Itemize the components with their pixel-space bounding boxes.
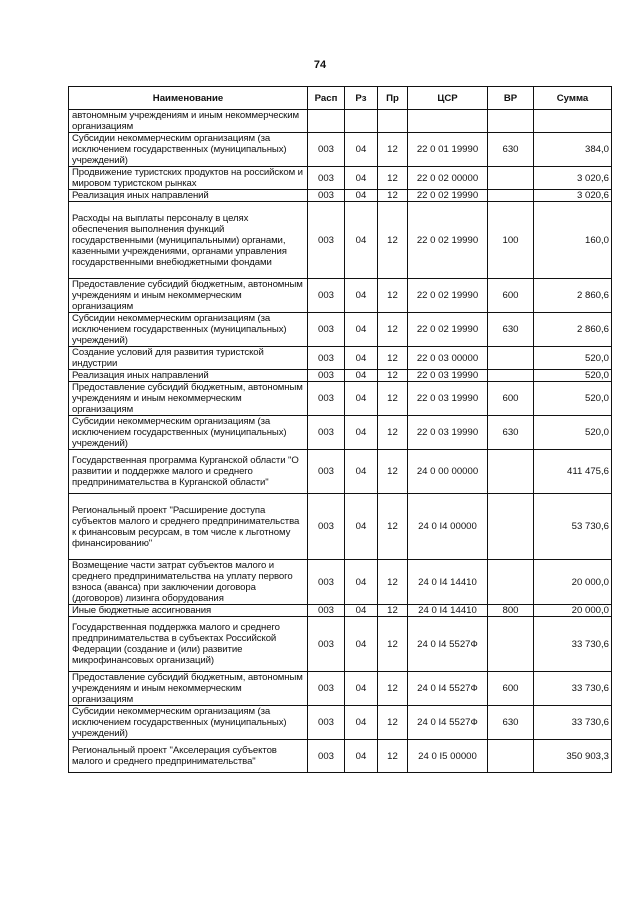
cell-name: Государственная программа Курганской области "О развитии и поддержке малого и среднего предпринимательства в Курганской области" — [69, 450, 308, 494]
cell-csr: 22 0 02 19990 — [408, 313, 488, 347]
cell-pr: 12 — [378, 347, 408, 370]
cell-name: Возмещение части затрат субъектов малого и среднего предпринимательства на уплату первого взноса (аванса) при заключении договора (договоров) лизинга оборудования — [69, 560, 308, 605]
cell-rasp: 003 — [308, 279, 345, 313]
cell-name: Продвижение туристских продуктов на российском и мировом туристском рынках — [69, 167, 308, 190]
cell-rz: 04 — [345, 370, 378, 382]
cell-rasp: 003 — [308, 560, 345, 605]
cell-vr — [488, 190, 534, 202]
cell-rasp: 003 — [308, 313, 345, 347]
cell-csr: 22 0 02 19990 — [408, 190, 488, 202]
table-row — [69, 347, 612, 370]
cell-sum: 3 020,6 — [534, 190, 612, 202]
table-row — [69, 706, 612, 740]
table-row — [69, 382, 612, 416]
cell-pr: 12 — [378, 494, 408, 560]
cell-pr: 12 — [378, 672, 408, 706]
cell-pr: 12 — [378, 133, 408, 167]
cell-pr: 12 — [378, 740, 408, 773]
cell-csr: 22 0 02 19990 — [408, 279, 488, 313]
cell-csr: 22 0 03 19990 — [408, 416, 488, 450]
cell-sum: 520,0 — [534, 416, 612, 450]
cell-pr: 12 — [378, 382, 408, 416]
table-body — [69, 110, 612, 773]
table-row — [69, 133, 612, 167]
cell-rz: 04 — [345, 133, 378, 167]
table-row — [69, 560, 612, 605]
cell-name: Региональный проект "Акселерация субъектов малого и среднего предпринимательства" — [69, 740, 308, 773]
table-row — [69, 416, 612, 450]
cell-vr: 600 — [488, 672, 534, 706]
cell-sum: 33 730,6 — [534, 672, 612, 706]
cell-rz: 04 — [345, 450, 378, 494]
cell-csr — [408, 110, 488, 133]
cell-name: Предоставление субсидий бюджетным, автономным учреждениям и иным некоммерческим организациям — [69, 672, 308, 706]
cell-vr — [488, 347, 534, 370]
cell-sum: 411 475,6 — [534, 450, 612, 494]
page-number: 74 — [313, 59, 327, 71]
cell-vr — [488, 450, 534, 494]
cell-name: Предоставление субсидий бюджетным, автономным учреждениям и иным некоммерческим организациям — [69, 279, 308, 313]
cell-rasp: 003 — [308, 167, 345, 190]
cell-csr: 24 0 I4 00000 — [408, 494, 488, 560]
table-row — [69, 370, 612, 382]
cell-sum: 53 730,6 — [534, 494, 612, 560]
table-row — [69, 279, 612, 313]
cell-rz: 04 — [345, 560, 378, 605]
table-row — [69, 740, 612, 773]
cell-rasp: 003 — [308, 202, 345, 279]
cell-csr: 22 0 03 00000 — [408, 347, 488, 370]
header-pr: Пр — [378, 87, 408, 110]
cell-csr: 24 0 I5 00000 — [408, 740, 488, 773]
cell-rasp: 003 — [308, 347, 345, 370]
cell-vr: 630 — [488, 133, 534, 167]
cell-csr: 24 0 00 00000 — [408, 450, 488, 494]
cell-vr: 630 — [488, 706, 534, 740]
cell-pr: 12 — [378, 416, 408, 450]
cell-csr: 22 0 03 19990 — [408, 370, 488, 382]
cell-csr: 24 0 I4 14410 — [408, 605, 488, 617]
cell-rz: 04 — [345, 605, 378, 617]
cell-sum: 350 903,3 — [534, 740, 612, 773]
table-row — [69, 605, 612, 617]
cell-rz — [345, 110, 378, 133]
cell-rz: 04 — [345, 202, 378, 279]
cell-vr — [488, 494, 534, 560]
cell-csr: 22 0 02 00000 — [408, 167, 488, 190]
table-row — [69, 494, 612, 560]
cell-name: Создание условий для развития туристской индустрии — [69, 347, 308, 370]
cell-name: Иные бюджетные ассигнования — [69, 605, 308, 617]
cell-sum: 520,0 — [534, 347, 612, 370]
cell-vr — [488, 740, 534, 773]
cell-name: Субсидии некоммерческим организациям (за исключением государственных (муниципальных) учреждений) — [69, 133, 308, 167]
cell-rasp: 003 — [308, 133, 345, 167]
cell-csr: 24 0 I4 5527Ф — [408, 672, 488, 706]
cell-vr: 100 — [488, 202, 534, 279]
cell-rz: 04 — [345, 740, 378, 773]
cell-rz: 04 — [345, 313, 378, 347]
cell-rasp: 003 — [308, 370, 345, 382]
cell-vr — [488, 110, 534, 133]
cell-rz: 04 — [345, 167, 378, 190]
table-row — [69, 190, 612, 202]
cell-sum: 520,0 — [534, 370, 612, 382]
cell-vr: 600 — [488, 382, 534, 416]
cell-sum: 2 860,6 — [534, 313, 612, 347]
cell-rz: 04 — [345, 190, 378, 202]
cell-rasp: 003 — [308, 617, 345, 672]
cell-rasp: 003 — [308, 706, 345, 740]
cell-vr — [488, 167, 534, 190]
cell-rz: 04 — [345, 672, 378, 706]
cell-pr: 12 — [378, 617, 408, 672]
cell-rasp: 003 — [308, 382, 345, 416]
cell-csr: 22 0 03 19990 — [408, 382, 488, 416]
cell-name: Реализация иных направлений — [69, 370, 308, 382]
table-row — [69, 110, 612, 133]
cell-pr: 12 — [378, 605, 408, 617]
cell-rasp: 003 — [308, 740, 345, 773]
cell-pr: 12 — [378, 370, 408, 382]
cell-vr: 600 — [488, 279, 534, 313]
cell-rz: 04 — [345, 279, 378, 313]
cell-rasp: 003 — [308, 672, 345, 706]
cell-sum: 33 730,6 — [534, 617, 612, 672]
table-row — [69, 313, 612, 347]
table-row — [69, 672, 612, 706]
header-sum: Сумма — [534, 87, 612, 110]
table-header-row — [69, 87, 612, 110]
cell-pr: 12 — [378, 560, 408, 605]
cell-name: Реализация иных направлений — [69, 190, 308, 202]
cell-sum: 3 020,6 — [534, 167, 612, 190]
cell-rasp: 003 — [308, 494, 345, 560]
cell-vr: 800 — [488, 605, 534, 617]
cell-name: автономным учреждениям и иным некоммерческим организациям — [69, 110, 308, 133]
header-rasp: Расп — [308, 87, 345, 110]
cell-pr: 12 — [378, 706, 408, 740]
cell-sum: 20 000,0 — [534, 560, 612, 605]
cell-name: Предоставление субсидий бюджетным, автономным учреждениям и иным некоммерческим организациям — [69, 382, 308, 416]
table-row — [69, 450, 612, 494]
cell-rz: 04 — [345, 416, 378, 450]
budget-table — [68, 86, 612, 773]
cell-sum: 2 860,6 — [534, 279, 612, 313]
cell-vr — [488, 560, 534, 605]
cell-rz: 04 — [345, 617, 378, 672]
cell-sum: 33 730,6 — [534, 706, 612, 740]
cell-name: Региональный проект "Расширение доступа субъектов малого и среднего предпринимательства к финансовым ресурсам, в том числе к льготному финансированию" — [69, 494, 308, 560]
cell-vr — [488, 617, 534, 672]
cell-name: Расходы на выплаты персоналу в целях обеспечения выполнения функций государственными (муниципальными) органами, казенными учреждениями, органами управления государственными внебюджетными фондами — [69, 202, 308, 279]
cell-rz: 04 — [345, 382, 378, 416]
table-row — [69, 617, 612, 672]
cell-vr: 630 — [488, 416, 534, 450]
cell-pr: 12 — [378, 450, 408, 494]
cell-rasp: 003 — [308, 605, 345, 617]
cell-csr: 22 0 02 19990 — [408, 202, 488, 279]
header-csr: ЦСР — [408, 87, 488, 110]
cell-name: Субсидии некоммерческим организациям (за исключением государственных (муниципальных) учреждений) — [69, 313, 308, 347]
cell-csr: 24 0 I4 5527Ф — [408, 706, 488, 740]
cell-rasp: 003 — [308, 450, 345, 494]
cell-sum: 20 000,0 — [534, 605, 612, 617]
cell-rasp: 003 — [308, 416, 345, 450]
header-rz: Рз — [345, 87, 378, 110]
header-vr: ВР — [488, 87, 534, 110]
cell-csr: 22 0 01 19990 — [408, 133, 488, 167]
cell-pr — [378, 110, 408, 133]
cell-vr — [488, 370, 534, 382]
cell-rz: 04 — [345, 347, 378, 370]
cell-pr: 12 — [378, 313, 408, 347]
cell-pr: 12 — [378, 167, 408, 190]
header-name: Наименование — [69, 87, 308, 110]
cell-pr: 12 — [378, 190, 408, 202]
cell-csr: 24 0 I4 14410 — [408, 560, 488, 605]
cell-csr: 24 0 I4 5527Ф — [408, 617, 488, 672]
cell-sum — [534, 110, 612, 133]
cell-name: Субсидии некоммерческим организациям (за исключением государственных (муниципальных) учреждений) — [69, 416, 308, 450]
cell-name: Государственная поддержка малого и среднего предпринимательства в субъектах Российской Федерации (создание и (или) развитие микрофинансовых организаций) — [69, 617, 308, 672]
cell-name: Субсидии некоммерческим организациям (за исключением государственных (муниципальных) учреждений) — [69, 706, 308, 740]
cell-sum: 384,0 — [534, 133, 612, 167]
table-row — [69, 202, 612, 279]
cell-rz: 04 — [345, 706, 378, 740]
cell-vr: 630 — [488, 313, 534, 347]
cell-rasp: 003 — [308, 190, 345, 202]
cell-sum: 520,0 — [534, 382, 612, 416]
cell-rasp — [308, 110, 345, 133]
table-row — [69, 167, 612, 190]
cell-pr: 12 — [378, 279, 408, 313]
cell-sum: 160,0 — [534, 202, 612, 279]
cell-rz: 04 — [345, 494, 378, 560]
cell-pr: 12 — [378, 202, 408, 279]
